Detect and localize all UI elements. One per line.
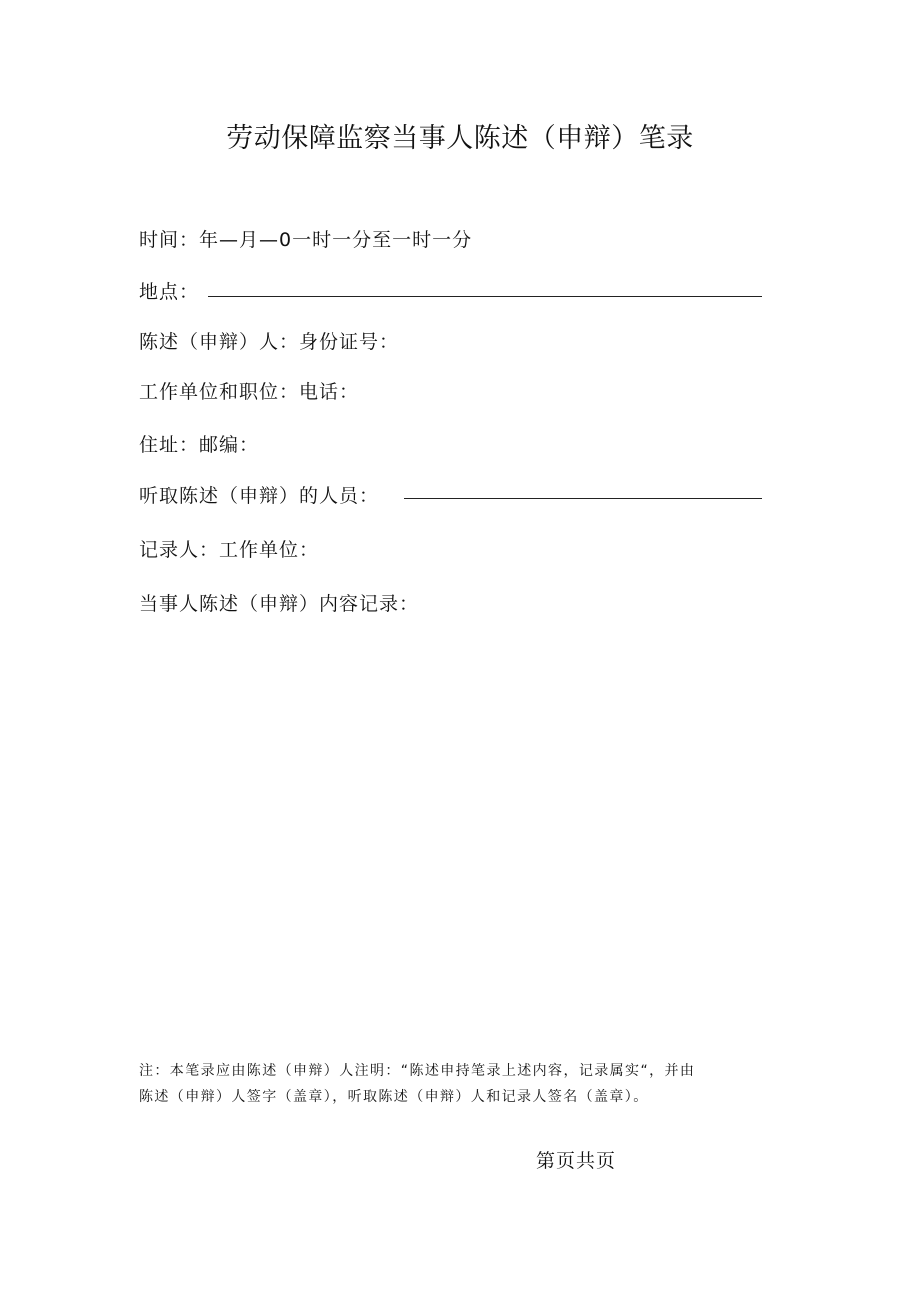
address-field: 住址：邮编： bbox=[139, 434, 260, 456]
time-field: 时间：年—月—0一时一分至一时一分 bbox=[139, 229, 473, 251]
page-number: 第页共页 bbox=[536, 1150, 617, 1172]
footnote bbox=[139, 1058, 779, 1110]
footnote-line-1: 注：本笔录应由陈述（申辩）人注明：“陈述申持笔录上述内容，记录属实“，并由 bbox=[139, 1063, 696, 1079]
listening-staff-underline bbox=[404, 498, 762, 499]
statement-person-field: 陈述（申辩）人：身份证号： bbox=[139, 331, 400, 353]
location-underline bbox=[208, 296, 762, 297]
content-record-label: 当事人陈述（申辩）内容记录： bbox=[139, 593, 420, 615]
document-title: 劳动保障监察当事人陈述（申辩）笔录 bbox=[226, 123, 694, 154]
recorder-field: 记录人：工作单位： bbox=[139, 539, 320, 561]
location-label: 地点： bbox=[139, 281, 200, 303]
work-unit-position-field: 工作单位和职位：电话： bbox=[139, 381, 360, 403]
footnote-line-2: 陈述（申辩）人签字（盖章），听取陈述（申辩）人和记录人签名（盖章）。 bbox=[139, 1089, 649, 1105]
listening-staff-label: 听取陈述（申辩）的人员： bbox=[139, 485, 380, 507]
